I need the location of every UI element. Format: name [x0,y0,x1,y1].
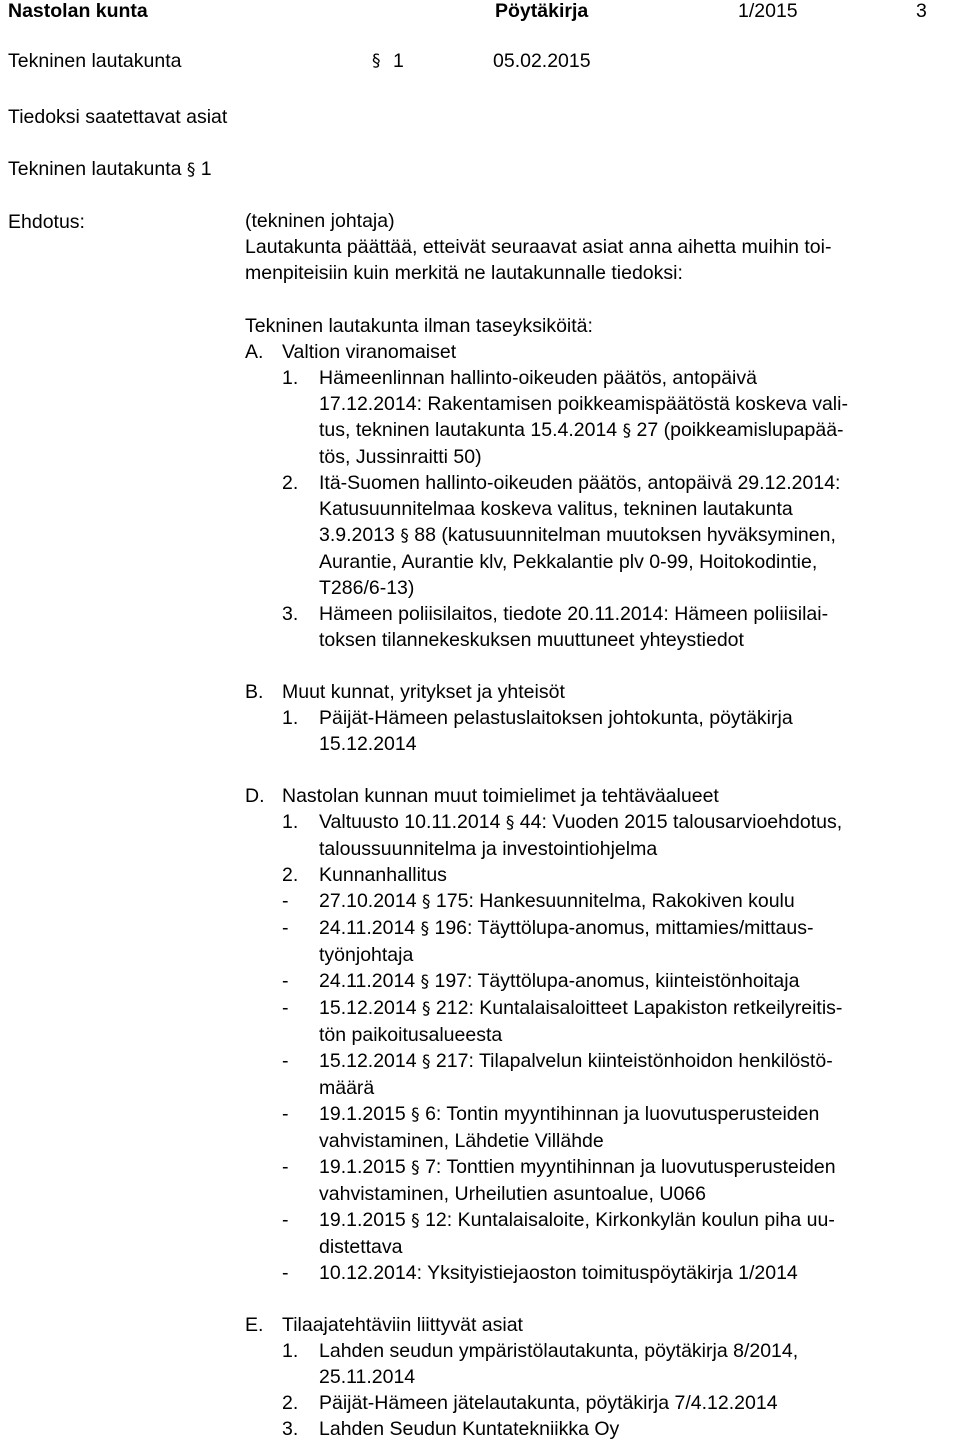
section-heading-text: Tilaajatehtäviin liittyvät asiat [282,1314,523,1336]
list-item [282,968,945,995]
list-item-text: 15.12.2014 § 217: Tilapalvelun kiinteistönhoidon henkilöstö- määrä [319,1050,833,1099]
document-number: 1/2015 [738,0,798,22]
list-item-marker: 2. [282,1392,299,1414]
list-item-text: Hämeen poliisilaitos, tiedote 20.11.2014: Hämeen poliisilai- toksen tilannekeskuksen muuttuneet yhteystiedot [319,603,829,651]
list-item-text: 19.1.2015 § 6: Tontin myyntihinnan ja luovutusperusteiden vahvistaminen, Lähdetie Villähde [319,1103,820,1152]
committee-name: Tekninen lautakunta [8,50,182,72]
section-heading [245,783,945,809]
list-item-text: 24.11.2014 § 196: Täyttölupa-anomus, mittamies/mittaus- työnjohtaja [319,917,814,966]
section-title: Tiedoksi saatettavat asiat [8,106,228,128]
list-item [282,1260,945,1286]
section-heading-text: Valtion viranomaiset [282,341,457,363]
section-spacer [245,653,945,679]
list-item [282,809,945,862]
list-item [282,1101,945,1154]
section-spacer [245,757,945,783]
list-item-marker: - [282,917,289,939]
section-letter: B. [245,681,264,703]
list-item [282,1048,945,1101]
list-item-text: 24.11.2014 § 197: Täyttölupa-anomus, kiinteistönhoitaja [319,970,800,992]
section-heading [245,339,945,365]
list-item [282,995,945,1048]
list-item-marker: - [282,1156,289,1178]
list-item-text: Hämeenlinnan hallinto-oikeuden päätös, antopäivä 17.12.2014: Rakentamisen poikkeamispäätöstä koskeva vali- tus, tekninen lautakunta 15.4.2014 § 27 (poikkeamislupapää- tös, Jussinraitti 50) [319,367,848,468]
section-letter: E. [245,1314,264,1336]
list-item-text: Itä-Suomen hallinto-oikeuden päätös, antopäivä 29.12.2014: Katusuunnitelmaa koskeva valitus, tekninen lautakunta 3.9.2013 § 88 (katusuunnitelman muutoksen hyväksyminen, Aurantie, Aurantie klv, Pekkalantie plv 0-99, Hoitokodintie, T286/6-13) [319,472,841,599]
list-item [282,1154,945,1207]
list-item-marker: - [282,1209,289,1231]
section-spacer [245,1286,945,1312]
section-heading-text: Nastolan kunnan muut toimielimet ja tehtäväalueet [282,785,719,807]
section-sign-icon: § [411,1105,420,1125]
section-sign-icon: § [372,51,381,71]
page-number: 3 [916,0,927,22]
list-item-text: Lahden Seudun Kuntatekniikka Oy [319,1418,620,1440]
list-item-marker: - [282,1262,289,1284]
section-sign-icon: § [186,160,196,180]
list-item-marker: 3. [282,603,299,625]
section-letter: D. [245,785,265,807]
section-sign-icon: § [422,892,431,912]
section-sign-icon: § [505,813,515,833]
list-item-text: 15.12.2014 § 212: Kuntalaisaloitteet Lapakiston retkeilyreitis- tön paikoitusalueesta [319,997,843,1046]
decision-list [245,313,945,1442]
list-item-marker: 1. [282,811,299,833]
list-item-marker: 1. [282,367,299,389]
section-heading-text: Muut kunnat, yritykset ja yhteisöt [282,681,565,703]
list-item [282,888,945,915]
section-heading [245,679,945,705]
list-item [282,862,945,888]
list-item-marker: 2. [282,864,299,886]
list-item [282,470,945,601]
list-item [282,1416,945,1442]
section-heading [245,1312,945,1338]
section-sign-icon: § [400,526,409,546]
list-item-text: Lahden seudun ympäristölautakunta, pöytäkirja 8/2014, 25.11.2014 [319,1340,799,1388]
list-item [282,1390,945,1416]
list-item-text: 19.1.2015 § 12: Kuntalaisaloite, Kirkonkylän koulun piha uu- distettava [319,1209,835,1258]
list-item [282,365,945,470]
list-item-marker: - [282,1050,289,1072]
list-item-marker: - [282,1103,289,1125]
list-item-text: Päijät-Hämeen pelastuslaitoksen johtokunta, pöytäkirja 15.12.2014 [319,707,793,755]
municipality-name: Nastolan kunta [8,0,148,22]
list-item-text: 19.1.2015 § 7: Tonttien myyntihinnan ja luovutusperusteiden vahvistaminen, Urheilutien asuntoalue, U066 [319,1156,836,1205]
section-sign-icon: § [422,1052,431,1072]
list-item-marker: 3. [282,1418,299,1440]
list-item [282,705,945,757]
list-item-text: Kunnanhallitus [319,864,447,886]
meeting-number: 1 [393,50,404,72]
section-letter: A. [245,341,264,363]
intro-line: Tekninen lautakunta ilman taseyksiköitä: [245,315,593,337]
proposer: (tekninen johtaja) [245,210,395,232]
section-sign-icon: § [411,1158,420,1178]
list-item-text: Valtuusto 10.11.2014 § 44: Vuoden 2015 talousarvioehdotus, taloussuunnitelma ja investointiohjelma [319,811,843,860]
list-item-marker: 2. [282,472,299,494]
list-item-text: 27.10.2014 § 175: Hankesuunnitelma, Rakokiven koulu [319,890,795,912]
committee-reference [8,158,212,181]
meeting-date: 05.02.2015 [493,50,591,72]
proposal-text: Lautakunta päättää, etteivät seuraavat asiat anna aihetta muihin toi- menpiteisiin kuin merkitä ne lautakunnalle tiedoksi: [245,236,832,284]
proposal-block [245,208,945,286]
committee-reference-text: Tekninen lautakunta § 1 [8,158,212,180]
list-item [282,915,945,968]
section-sign-icon: § [622,421,632,441]
list-item [282,601,945,653]
list-item [282,1338,945,1390]
list-item-text: Päijät-Hämeen jätelautakunta, pöytäkirja 7/4.12.2014 [319,1392,778,1414]
list-item-marker: - [282,890,289,912]
list-item-text: 10.12.2014: Yksityistiejaoston toimituspöytäkirja 1/2014 [319,1262,798,1284]
list-item-marker: - [282,997,289,1019]
section-sign-icon: § [422,999,431,1019]
section-sign-icon: § [411,1211,420,1231]
list-item [282,1207,945,1260]
list-item-marker: 1. [282,1340,299,1362]
list-item-marker: - [282,970,289,992]
section-sign-icon: § [420,972,430,992]
section-sign-icon: § [420,919,430,939]
document-type: Pöytäkirja [495,0,589,22]
proposal-label: Ehdotus: [8,211,85,233]
list-item-marker: 1. [282,707,299,729]
